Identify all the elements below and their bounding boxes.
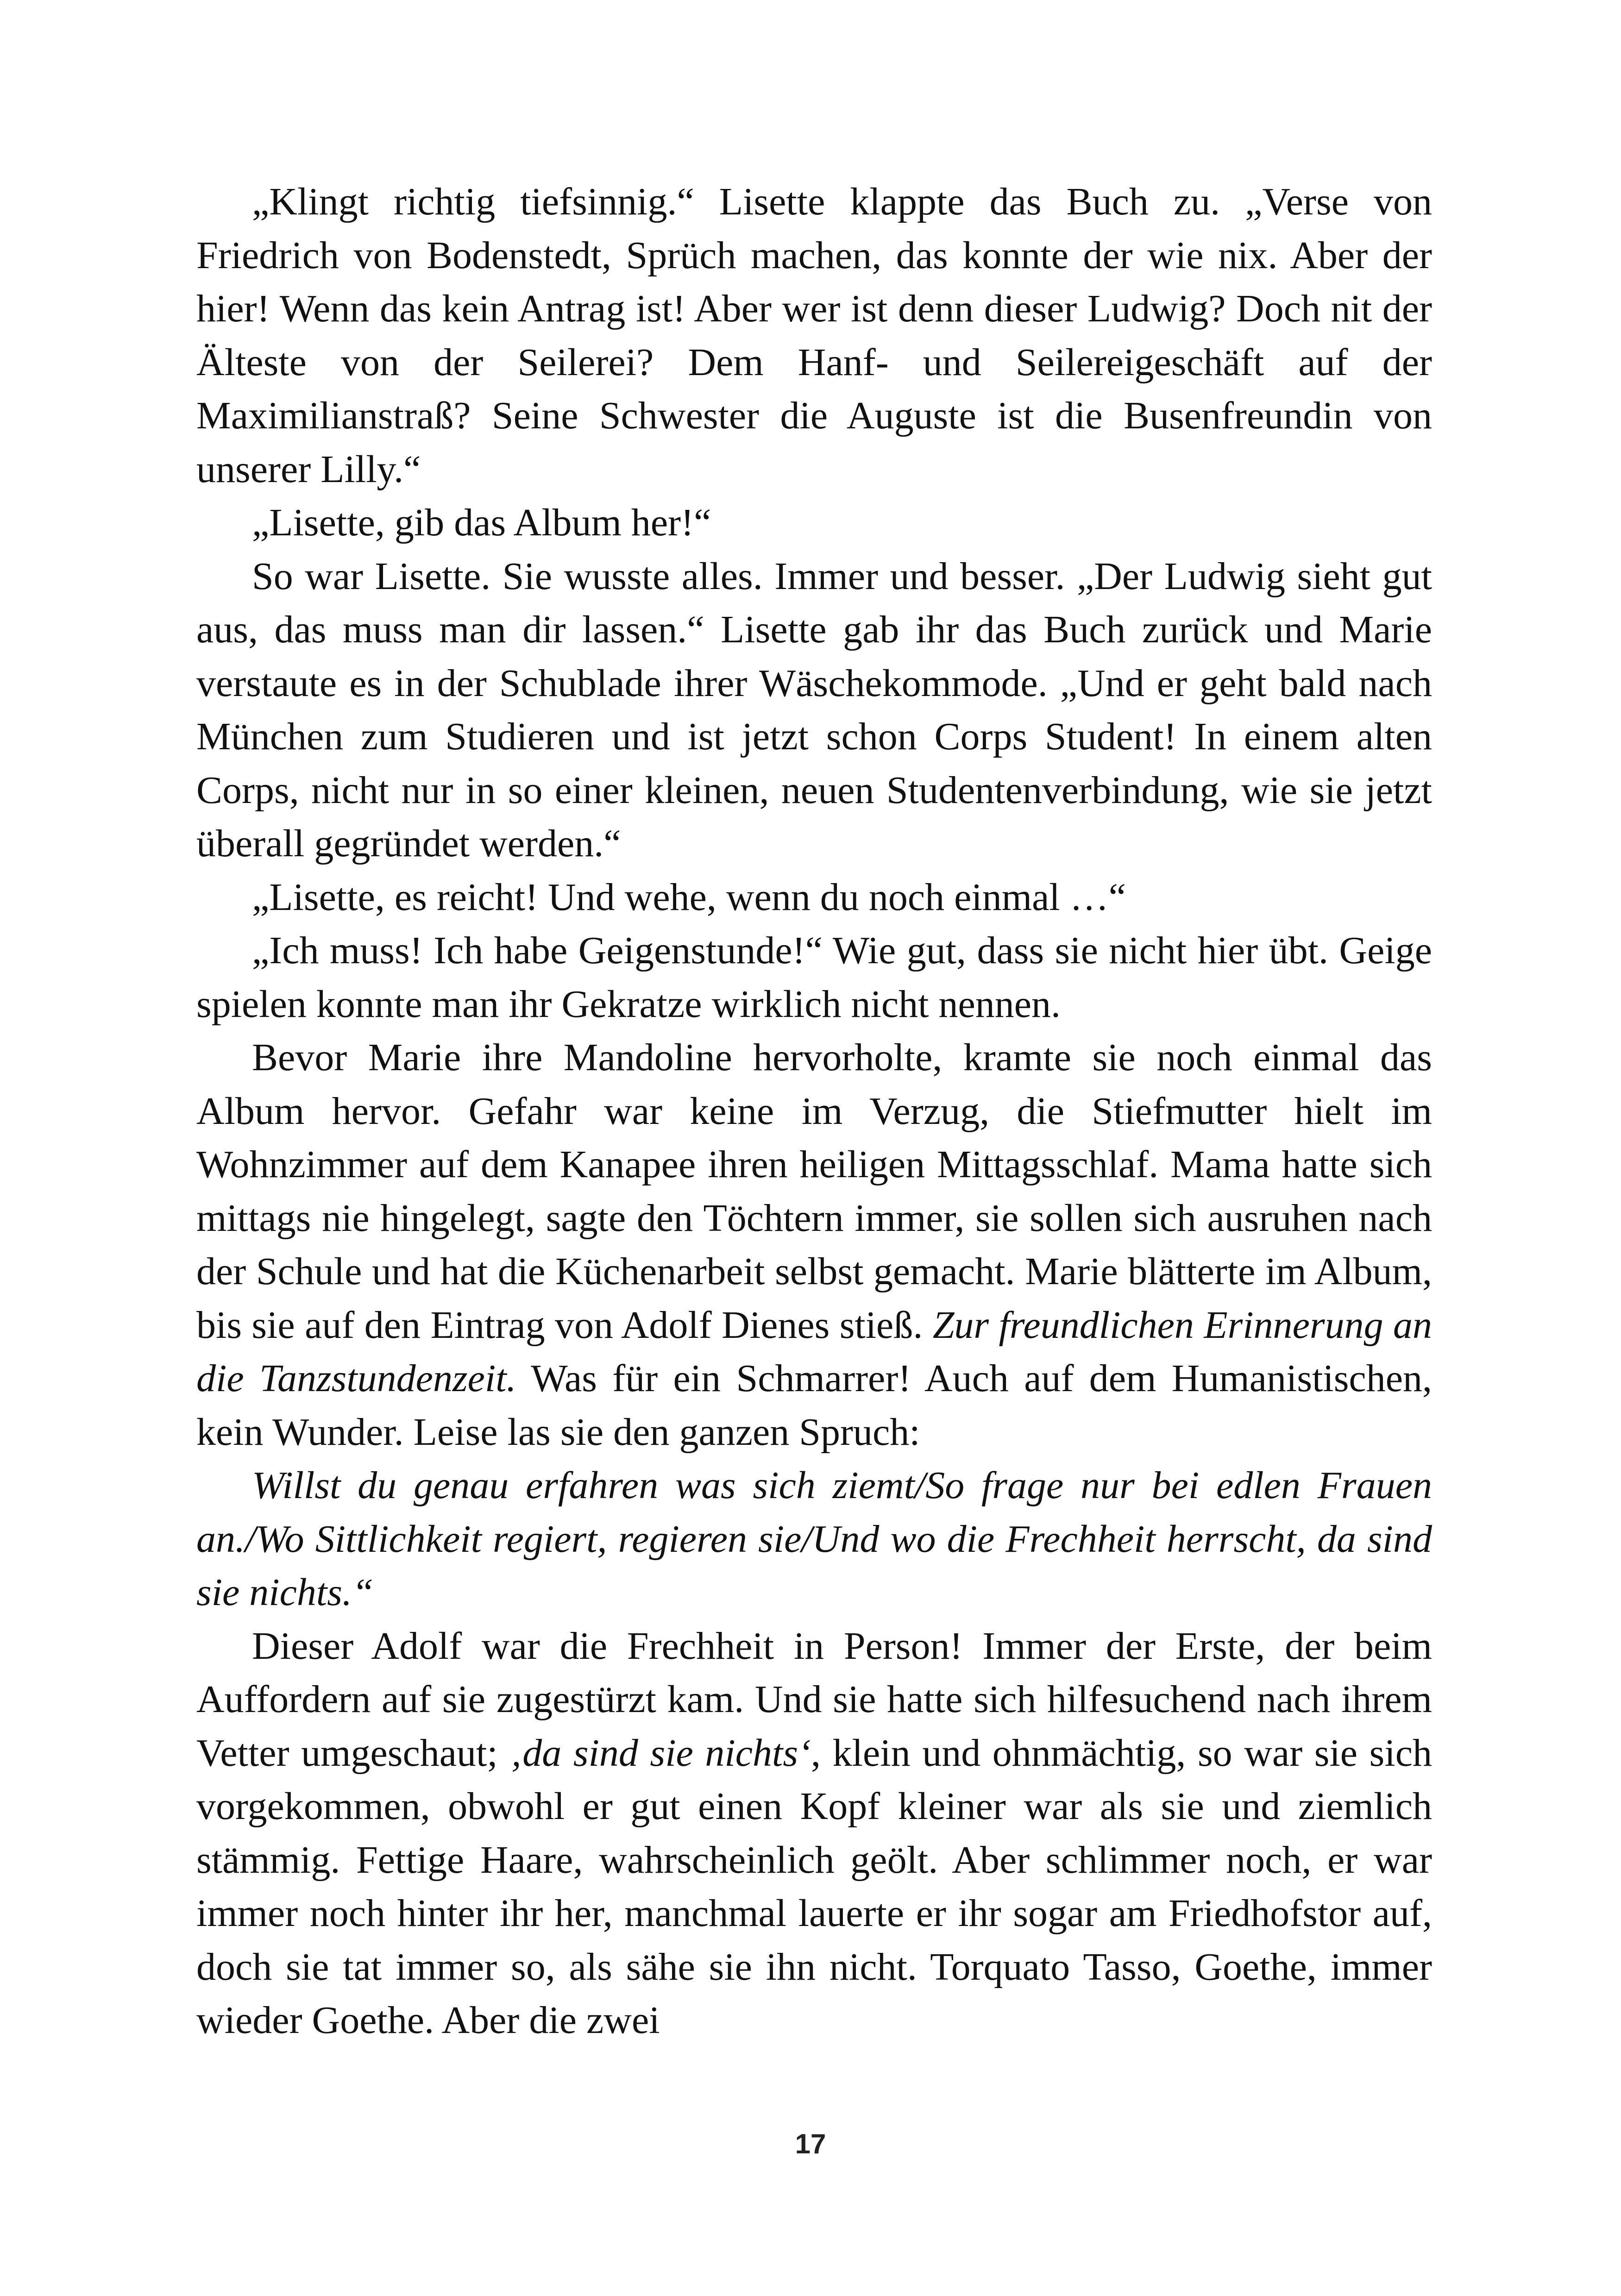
italic-quote: ‚da sind sie nichts‘	[509, 1731, 811, 1775]
body-text	[196, 175, 1432, 2047]
paragraph-text: Bevor Marie ihre Mandoline hervorholte, kramte sie noch einmal das Album hervor. Gefahr war keine im Verzug, die Stiefmutter hielt im Wohnzimmer auf dem Kanapee ihren heiligen Mittagsschlaf. Mama hatte sich mittags nie hingelegt, sagte den Töchtern immer, sie sollen sich ausruhen nach der Schule und hat die Küchenarbeit selbst gemacht. Marie blätterte im Album, bis sie auf den Eintrag von Adolf Dienes stieß.	[196, 1036, 1432, 1347]
paragraph: „Lisette, gib das Album her!“	[252, 501, 711, 544]
paragraph: „Lisette, es reicht! Und wehe, wenn du noch einmal …“	[252, 875, 1126, 919]
italic-verse: Willst du genau erfahren was sich ziemt/So frage nur bei edlen Frauen an./Wo Sittlichkeit regiert, regieren sie/Und wo die Frechheit herrscht, da sind sie nichts.“	[196, 1464, 1432, 1614]
paragraph-text: Dieser Adolf war die Frechheit in Person! Immer der Erste, der beim Auffordern auf sie zugestürzt kam. Und sie hatte sich hilfesuchend nach ihrem Vetter umgeschaut;	[196, 1624, 1432, 1775]
paragraph: „Ich muss! Ich habe Geigenstunde!“ Wie gut, dass sie nicht hier übt. Geige spielen konnte man ihr Gekratze wirklich nicht nennen.	[196, 929, 1432, 1026]
paragraph: So war Lisette. Sie wusste alles. Immer und besser. „Der Ludwig sieht gut aus, das muss man dir lassen.“ Lisette gab ihr das Buch zurück und Marie verstaute es in der Schublade ihrer Wäschekommode. „Und er geht bald nach München zum Studieren und ist jetzt schon Corps Student! In einem alten Corps, nicht nur in so einer kleinen, neuen Studentenverbindung, wie sie jetzt überall gegründet werden.“	[196, 554, 1432, 865]
paragraph	[196, 1619, 1432, 2047]
italic-quote: Zur freundlichen Erinnerung an die Tanzstundenzeit.	[196, 1303, 1432, 1400]
paragraph	[196, 1031, 1432, 1459]
paragraph-text: Was für ein Schmarrer! Auch auf dem Humanistischen, kein Wunder. Leise las sie den ganzen Spruch:	[196, 1357, 1432, 1454]
paragraph: „Klingt richtig tiefsinnig.“ Lisette klappte das Buch zu. „Verse von Friedrich von Bodenstedt, Sprüch machen, das konnte der wie nix. Aber der hier! Wenn das kein Antrag ist! Aber wer ist denn dieser Ludwig? Doch nit der Älteste von der Seilerei? Dem Hanf- und Seilereigeschäft auf der Maximilianstraß? Seine Schwester die Auguste ist die Busenfreundin von unserer Lilly.“	[196, 180, 1432, 491]
page-number: 17	[795, 2128, 826, 2159]
paragraph-text: , klein und ohnmächtig, so war sie sich vorgekommen, obwohl er gut einen Kopf kleiner war als sie und ziemlich stämmig. Fettige Haare, wahrscheinlich geölt. Aber schlimmer noch, er war immer noch hinter ihr her, manchmal lauerte er ihr sogar am Friedhofstor auf, doch sie tat immer so, als sähe sie ihn nicht. Torquato Tasso, Goethe, immer wieder Goethe. Aber die zwei	[196, 1731, 1432, 2042]
